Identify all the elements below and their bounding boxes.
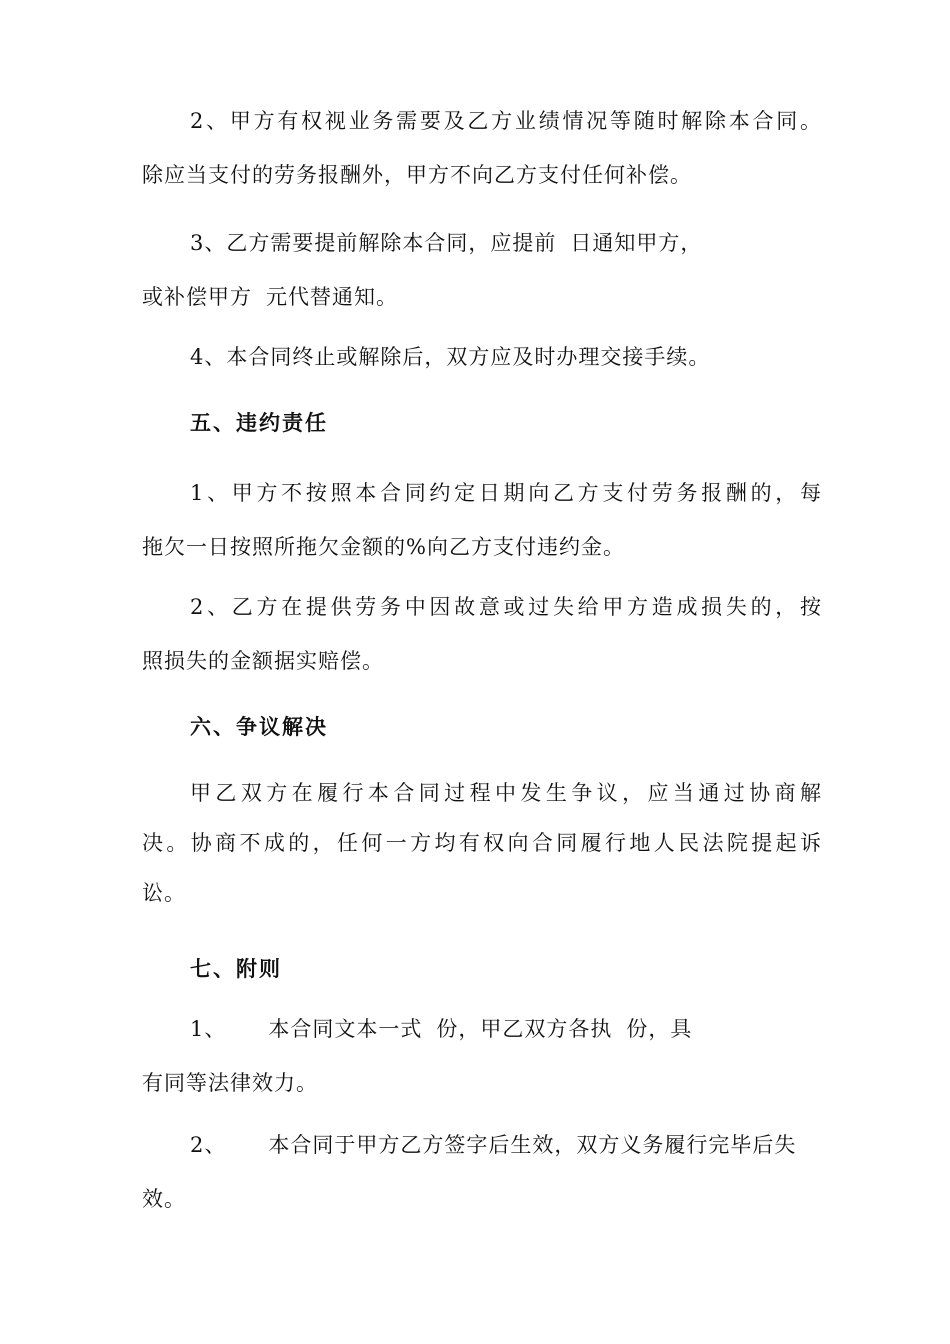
section-heading-5: 五、违约责任 [190, 410, 328, 435]
s4-item3-line1-b: 日通知甲方， [570, 231, 703, 255]
s5-item1-line2: 拖欠一日按照所拖欠金额的%向乙方支付违约金。 [142, 535, 625, 559]
section-heading-6: 六、争议解决 [190, 714, 328, 739]
s5-item1-line1: 1、甲方不按照本合同约定日期向乙方支付劳务报酬的，每 [190, 481, 822, 505]
section-heading-7: 七、附则 [190, 956, 282, 981]
s7-item1-line1 [190, 1016, 822, 1042]
s6-para-line3: 讼。 [142, 881, 186, 905]
s6-para-line2: 决。协商不成的，任何一方均有权向合同履行地人民法院提起诉 [142, 831, 822, 855]
s4-item3-line2 [142, 284, 822, 310]
s7-item2-line2: 效。 [142, 1187, 186, 1211]
s7-item1-line1-b: 份，甲乙双方各执 [436, 1017, 613, 1041]
s7-item1-line2: 有同等法律效力。 [142, 1071, 318, 1095]
s7-item1-line1-c: 份，具 [626, 1017, 693, 1041]
s7-item2-num: 2、 [190, 1133, 227, 1157]
s4-item3-line1 [190, 230, 822, 256]
s7-item2-line1-text: 本合同于甲方乙方签字后生效，双方义务履行完毕后失 [268, 1133, 797, 1157]
s7-item1-line1-a: 本合同文本一式 [268, 1017, 423, 1041]
s6-para-line1: 甲乙双方在履行本合同过程中发生争议，应当通过协商解 [190, 781, 822, 805]
s5-item2-line1: 2、乙方在提供劳务中因故意或过失给甲方造成损失的，按 [190, 595, 822, 619]
s7-item1-num: 1、 [190, 1017, 227, 1041]
s4-item2-line1: 2、甲方有权视业务需要及乙方业绩情况等随时解除本合同。 [190, 109, 822, 133]
s5-item2-line2: 照损失的金额据实赔偿。 [142, 649, 384, 673]
s7-item2-line1 [190, 1132, 822, 1158]
s4-item3-line1-a: 3、乙方需要提前解除本合同，应提前 [190, 231, 557, 255]
s4-item3-line2-a: 或补偿甲方 [142, 285, 252, 309]
s4-item2-line2: 除应当支付的劳务报酬外，甲方不向乙方支付任何补偿。 [142, 163, 692, 187]
s4-item3-line2-b: 元代替通知。 [266, 285, 398, 309]
s4-item4-line1: 4、本合同终止或解除后，双方应及时办理交接手续。 [190, 345, 711, 369]
